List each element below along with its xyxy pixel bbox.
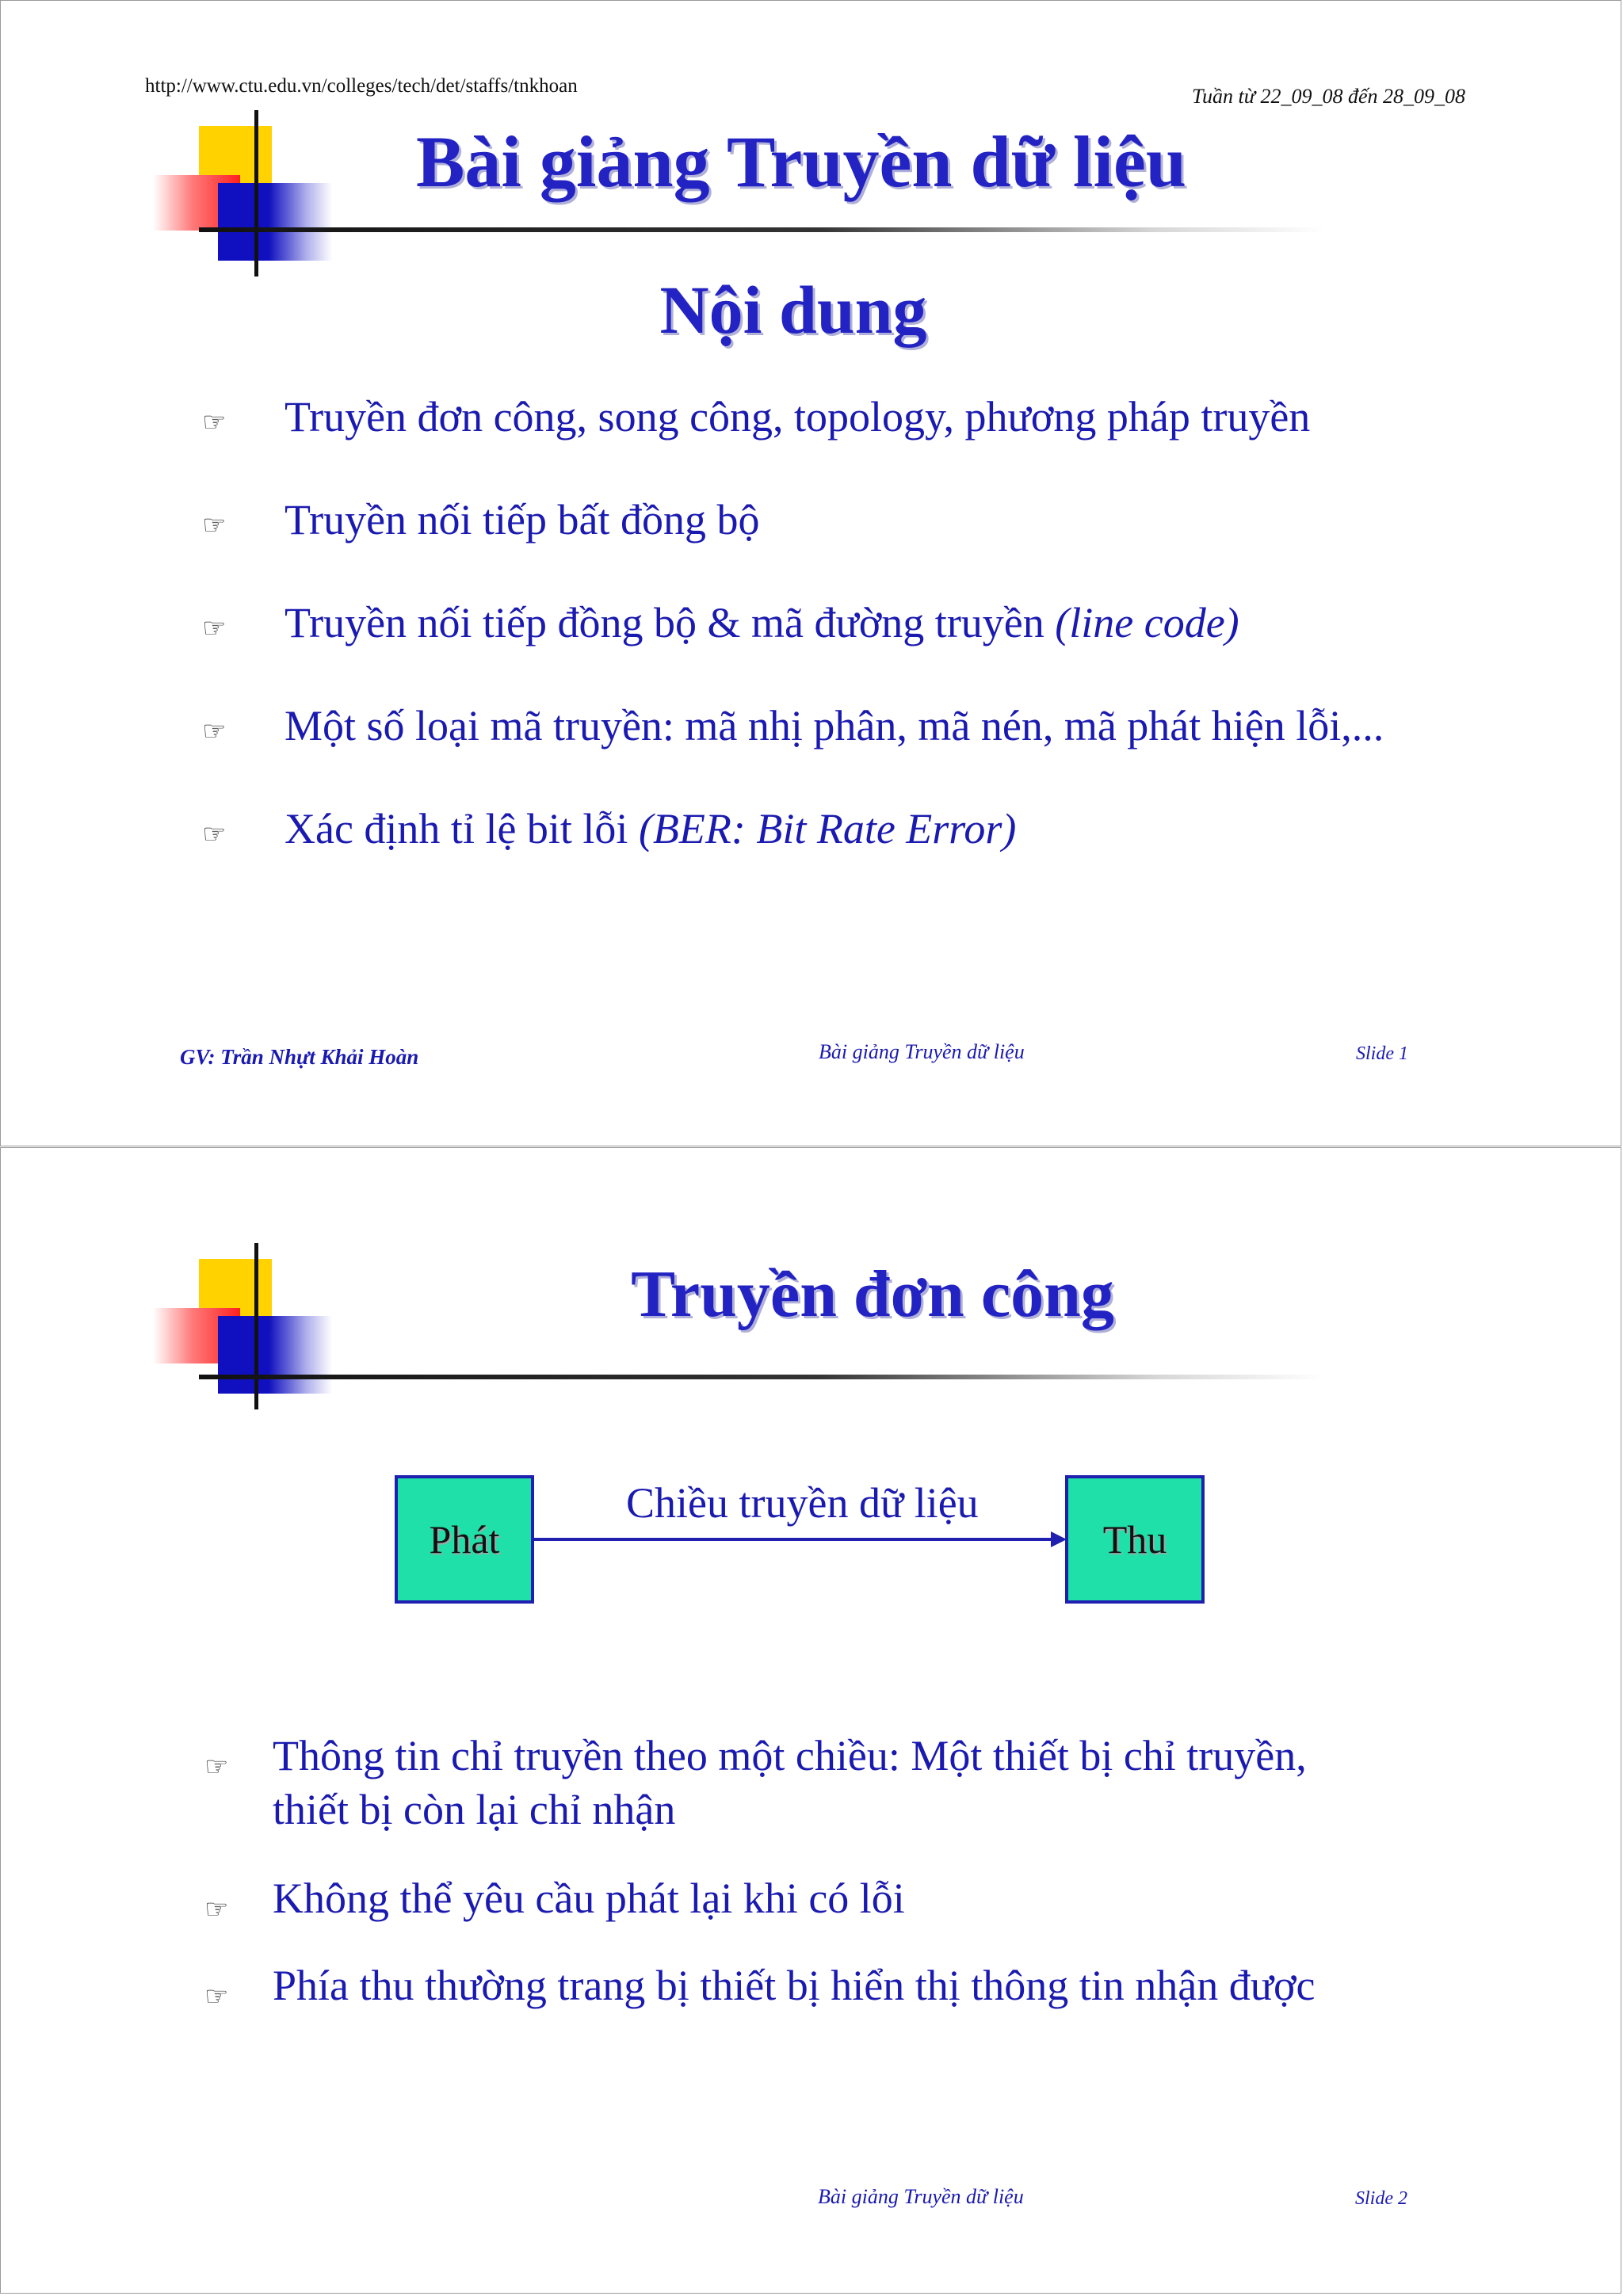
list-item <box>202 392 1502 495</box>
list-item <box>202 495 1502 598</box>
pointing-hand-icon: ☞ <box>204 1894 229 1925</box>
header-week: Tuần từ 22_09_08 đến 28_09_08 <box>1192 85 1465 108</box>
decorative-logo-icon <box>153 1259 343 1417</box>
sender-label: Phát <box>429 1517 500 1562</box>
bullet-text: Phía thu thường trang bị thiết bị hiển thị thông tin nhận được <box>273 1962 1316 2009</box>
bullet-text: Truyền nối tiếp bất đồng bộ <box>285 496 760 543</box>
bullet-text: Không thể yêu cầu phát lại khi có lỗi <box>273 1875 905 1922</box>
pointing-hand-icon: ☞ <box>202 509 227 541</box>
bullet-text: Truyền đơn công, song công, topology, phương pháp truyền <box>285 393 1311 441</box>
sender-box <box>395 1475 534 1604</box>
list-item <box>202 701 1502 804</box>
title-underline <box>199 1375 1324 1379</box>
bullet-text: Một số loại mã truyền: mã nhị phân, mã nén, mã phát hiện lỗi,... <box>285 702 1384 749</box>
list-item <box>202 804 1502 907</box>
footer-slide-number: Slide 2 <box>1355 2188 1407 2209</box>
list-item <box>204 1871 1504 1958</box>
bullet-italic: (BER: Bit Rate Error) <box>638 805 1017 852</box>
bullet-text-line1: Thông tin chỉ truyền theo một chiều: Một thiết bị chỉ truyền, <box>273 1732 1307 1779</box>
pointing-hand-icon: ☞ <box>202 715 227 747</box>
bullet-text-line2: thiết bị còn lại chỉ nhận <box>273 1786 676 1833</box>
arrow-label: Chiều truyền dữ liệu <box>626 1479 979 1527</box>
decorative-logo-icon <box>153 126 343 284</box>
slide-1 <box>0 0 1621 1146</box>
receiver-box <box>1065 1475 1205 1604</box>
pointing-hand-icon: ☞ <box>202 406 227 438</box>
footer-course: Bài giảng Truyền dữ liệu <box>819 1040 1025 1063</box>
pointing-hand-icon: ☞ <box>202 612 227 644</box>
pointing-hand-icon: ☞ <box>204 1751 229 1783</box>
bullet-italic: (line code) <box>1055 599 1239 646</box>
receiver-label: Thu <box>1102 1517 1167 1562</box>
list-item <box>204 1729 1504 1871</box>
footer-slide-number: Slide 1 <box>1356 1043 1408 1064</box>
slide-title: Bài giảng Truyền dữ liệu <box>415 121 1187 202</box>
slide-2 <box>0 1147 1621 2294</box>
slide-title: Truyền đơn công <box>631 1257 1114 1331</box>
list-item <box>204 1958 1504 2046</box>
bullet-text: Truyền nối tiếp đồng bộ & mã đường truyền <box>285 599 1056 646</box>
list-item <box>202 598 1502 701</box>
title-underline <box>199 227 1324 232</box>
transmission-arrow <box>534 1526 1070 1553</box>
pointing-hand-icon: ☞ <box>204 1981 229 2012</box>
pointing-hand-icon: ☞ <box>202 818 227 850</box>
footer-author: GV: Trần Nhựt Khải Hoàn <box>180 1045 419 1069</box>
header-url: http://www.ctu.edu.vn/colleges/tech/det/staffs/tnkhoan <box>145 75 578 97</box>
bullet-text: Xác định tỉ lệ bit lỗi <box>285 805 639 852</box>
content-list <box>202 392 1502 907</box>
footer-course: Bài giảng Truyền dữ liệu <box>818 2185 1024 2208</box>
content-list <box>204 1729 1504 2046</box>
slide-subtitle: Nội dung <box>659 272 927 348</box>
